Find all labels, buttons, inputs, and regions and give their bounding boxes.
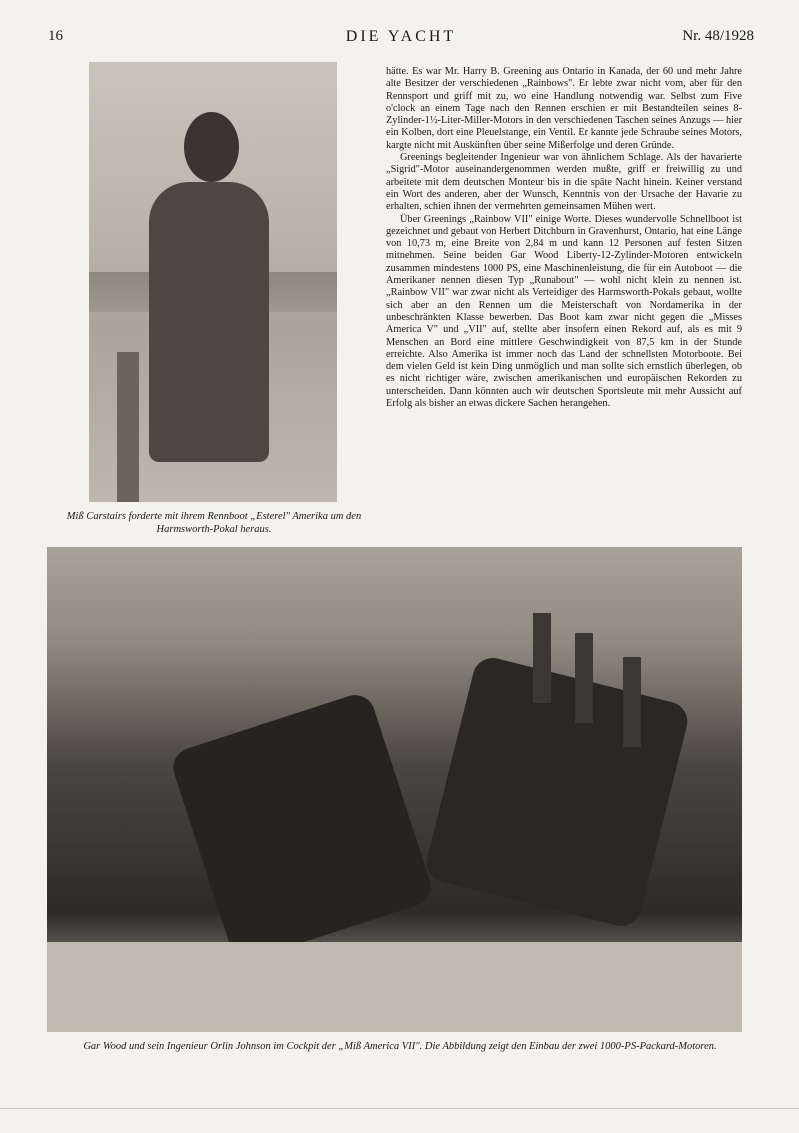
photo-boat-cockpit (47, 547, 742, 1032)
caption-bottom-photo: Gar Wood und sein Ingenieur Orlin Johnson im Cockpit der „Miß America VII". Die Abbildung zeigt den Einbau der zwei 1000-PS-Packard-Motoren. (83, 1041, 717, 1052)
photo-woman-figure (149, 182, 269, 462)
page-bottom-rule (0, 1108, 799, 1109)
issue-number: Nr. 48/1928 (682, 28, 754, 44)
photo-exhaust-stack (575, 633, 593, 723)
photo-boat-deck (47, 942, 742, 1032)
article-paragraph: Über Greenings „Rainbow VII" einige Worte. Dieses wundervolle Schnellboot ist gezeichnet und gebaut von Herbert Ditchburn in Gravenhurst, Ontario, hat eine Länge von 10,73 m, eine Breite von 2,84 m und kann 12 Personen auf festen Sitzen mitnehmen. Seine beiden Gar Wood Liberty-12-Zylinder-Motoren entwickeln zusammen mindestens 1000 PS, eine Maschinenleistung, die für ein Autoboot — die Amerikaner nennen diesen Typ „Runabout" — wohl nicht klein zu nennen ist. „Rainbow VII" war zwar nicht als Verteidiger des Harmsworth-Pokals gebaut, wollte sich aber an den Rennen um die Meisterschaft von Nordamerika in der unbeschränkten Klasse bewerben. Das Boot kam zwar nicht gegen die „Misses America V" und „VII" auf, stellte aber insofern einen Rekord auf, als es mit 9 Menschen an Bord eine mittlere Geschwindigkeit von 87,5 km in der Stunde erreichte. Also Amerika ist immer noch das Land der schnellsten Motorboote. Bei dem vielen Geld ist kein Ding unmöglich und man sollte sich ernstlich überlegen, ob es nicht richtiger wäre, zwischen amerikanischen und europäischen Rekorden zu unterscheiden. Dann könnten auch wir deutschen Sportsleute mit mehr Aussicht auf Erfolg als bisher an etwas dickere Sachen herangehen. (386, 213, 742, 410)
article-column (386, 66, 742, 410)
photo-woman-portrait (89, 62, 337, 502)
journal-title: DIE YACHT (345, 28, 457, 45)
article-paragraph: hätte. Es war Mr. Harry B. Greening aus Ontario in Kanada, der 60 und mehr Jahre alte Besitzer der verschiedenen „Rainbows". Er lebte zwar nicht vom, aber für den Rennsport und griff mit zu, wo eine Handlung notwendig war. Selbst zum Five o'clock an einem Tage nach den Rennen erschien er mit Bestandteilen seines 8-Zylinder-1½-Liter-Miller-Motors in den verschiedenen Taschen seines Anzugs — hier ein Kolben, dort eine Pleuelstange, ein Ventil. Er kannte jede Schraube seines Motors, kargte nicht mit Auskünften über seine Mißerfolge und deren Gründe. (386, 66, 742, 151)
photo-woman-head (184, 112, 239, 182)
page-number: 16 (48, 28, 63, 44)
photo-engine-left (168, 690, 436, 964)
page-header (48, 28, 754, 52)
photo-engine-right (422, 654, 691, 930)
caption-top-photo: Miß Carstairs forderte mit ihrem Rennboot „Esterel" Amerika um den Harmsworth-Pokal heraus. (66, 511, 362, 535)
photo-exhaust-stack (623, 657, 641, 747)
article-paragraph: Greenings begleitender Ingenieur war von ähnlichem Schlage. Als der havarierte „Sigrid"-Motor auseinandergenommen werden mußte, griff er freiwillig zu und arbeitete mit dem deutschen Monteur bis in die späte Nacht hinein. Keiner verstand ein Wort des anderen, aber der Wunsch, Kenntnis von der Ursache der Havarie zu erhalten, schien ihnen der vermehrten gemeinsamen Mühen wert. (386, 152, 742, 213)
photo-wooden-post (117, 352, 139, 502)
photo-exhaust-stack (533, 613, 551, 703)
